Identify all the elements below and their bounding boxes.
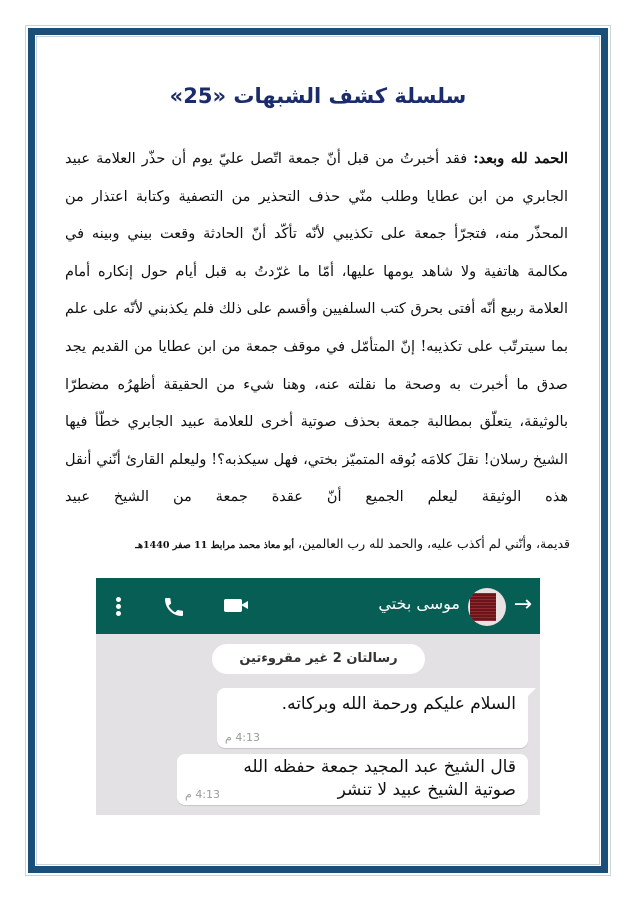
message-time: 4:13 م: [185, 788, 221, 801]
signature: أبو معاذ محمد مرابط 11 صفر 1440هـ: [135, 540, 294, 551]
closing-text: قديمة، وأنّني لم أكذب عليه، والحمد لله رب العالمين،: [297, 536, 570, 551]
message-time: 4:13 م: [225, 731, 261, 744]
message-line-2: صوتية الشيخ عبيد لا تنشر: [337, 780, 516, 800]
message-bubble[interactable]: [217, 688, 528, 748]
body-content: فقد أخبرتُ من قبل أنّ جمعة اتّصل عليّ يوم أن حذّر العلامة عبيد الجابري من ابن عطايا وطلب منّي حذف التحذير من التصفية وكتابة اعتذار من المحذّر منه، فتجرّأ جمعة على تكذيبي لأنّه تأكّد أنّ الحادثة وقعت بيني وبينه في مكالمة هاتفية ولا شاهد يومها عليها، أمّا ما غرّدتُ به قبل أيام حول إنكاره أمام العلامة ربيع أنّه أفتى بحرق كتب السلفيين وأقسم على ذلك فلم يكذبني لأنّه على علم بما سيترتّب على تكذيبه! إنّ المتأمّل في موقف جمعة من ابن عطايا من القديم يجد صدق ما أخبرت به وصحة ما نقلته عنه، وهنا شيء من الحقيقة أظهرُه مضطرّا بالوثيقة، يتعلّق بمطالبة جمعة بحذف صوتية أخرى للعلامة عبيد الجابري خطّأ فيها الشيخ رسلان! نقلَ كلامَه بُوقه المتميّز بختي، فهل سيكذبه؟! وليعلم القارئ أنّني أنقل هذه الوثيقة ليعلم الجميع أنّ عقدة جمعة من الشيخ عبيد: [65, 151, 568, 506]
body-lead: الحمد لله وبعد:: [473, 150, 569, 167]
message-line-1: قال الشيخ عبد المجيد جمعة حفظه الله: [243, 757, 516, 777]
body-text: [65, 140, 568, 517]
arrow-right-icon[interactable]: →: [513, 592, 532, 617]
message-text: [243, 756, 516, 802]
message-bubble[interactable]: [177, 754, 528, 805]
more-vert-icon[interactable]: [116, 597, 122, 617]
contact-name[interactable]: موسى بختي: [378, 594, 460, 613]
page-title: سلسلة كشف الشبهات «25»: [169, 84, 467, 108]
avatar-image: [470, 593, 496, 621]
unread-messages-banner: رسالتان 2 غير مقروءتين: [212, 644, 425, 674]
chat-header: [96, 578, 540, 634]
avatar[interactable]: [468, 588, 506, 626]
message-text: السلام عليكم ورحمة الله وبركاته.: [281, 694, 516, 714]
closing-line: [80, 536, 570, 551]
phone-icon[interactable]: [162, 595, 186, 619]
body-paragraph: [65, 140, 568, 517]
whatsapp-screenshot: [96, 578, 540, 815]
video-call-icon[interactable]: [224, 599, 242, 612]
